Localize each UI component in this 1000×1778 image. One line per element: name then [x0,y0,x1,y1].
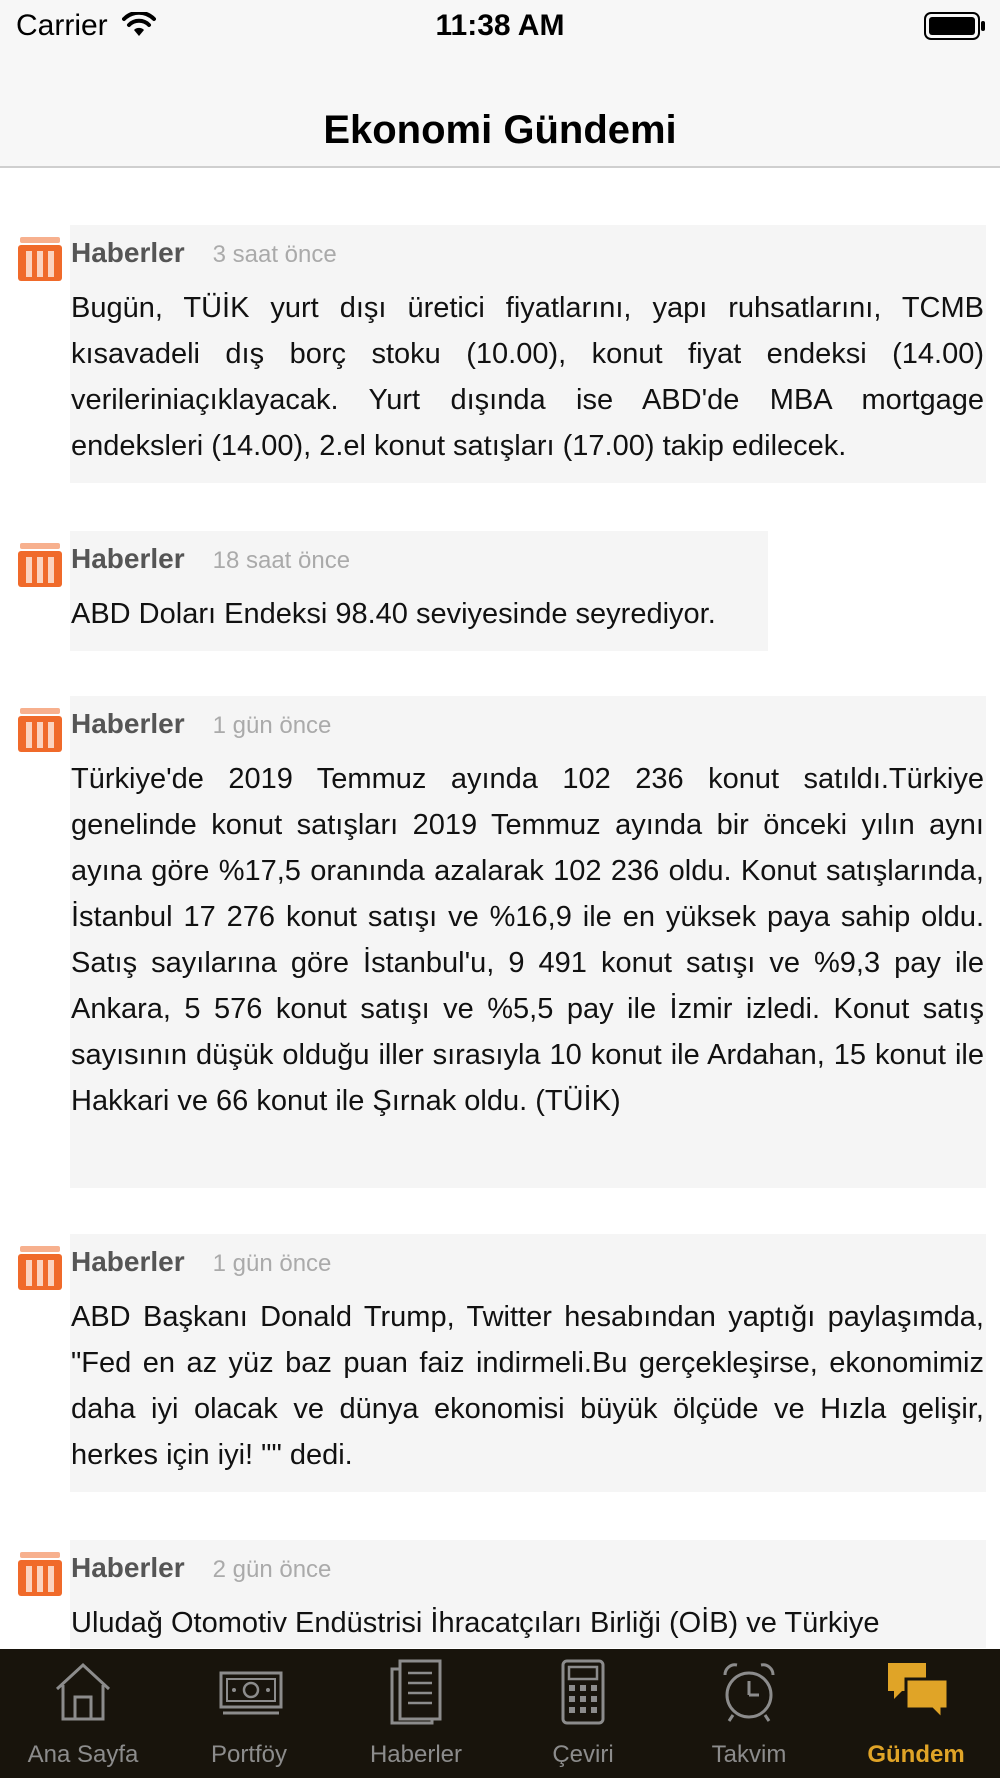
news-text: ABD Doları Endeksi 98.40 seviyesinde seyrediyor. [71,598,716,630]
status-time: 11:38 AM [435,9,565,42]
news-text: Türkiye'de 2019 Temmuz ayında 102 236 konut satıldı.Türkiye genelinde konut satışları 2019 Temmuz ayında bir önceki yılın aynı ayına göre %17,5 oranında azalarak 102 236 oldu. Konut satışlarında, İstanbul 17 276 konut satışı ve %16,9 ile en yüksek paya sahip oldu. Satış sayılarına göre İstanbul'u, 9 491 konut satışı ve %9,3 pay ile Ankara, 5 576 konut satışı ve %5,5 pay ile İzmir izledi. Konut satış sayısının düşük olduğu iller sırasıyla 10 konut ile Ardahan, 15 konut ile Hakkari ve 66 konut ile Şırnak oldu. (TÜİK) [71,763,984,1117]
news-source: Haberler [71,708,185,739]
news-text: Uludağ Otomotiv Endüstrisi İhracatçıları Birliği (OİB) ve Türkiye [71,1607,880,1639]
banknote-icon [219,1659,283,1723]
carrier-label: Carrier [16,9,108,42]
news-source-icon [18,1552,64,1598]
news-text: ABD Başkanı Donald Trump, Twitter hesabından yaptığı paylaşımda, "Fed en az yüz baz puan faiz indirmeli.Bu gerçekleşirse, ekonomimiz daha iyi olacak ve dünya ekonomisi büyük ölçüde ve Hızla gelişir, herkes için iyi! "" dedi. [71,1301,984,1471]
news-card [70,1540,986,1648]
news-source: Haberler [71,1246,185,1277]
news-card [70,225,986,483]
chat-bubbles-icon [886,1659,950,1725]
news-source-icon [18,543,64,589]
tab-bar [0,1649,1000,1778]
news-source: Haberler [71,543,185,574]
news-text: Bugün, TÜİK yurt dışı üretici fiyatlarını, yapı ruhsatlarını, TCMB kısavadeli dış borç stoku (10.00), konut fiyat endeksi (14.00) verileriniaçıklayacak. Yurt dışında ise ABD'de MBA mortgage endeksleri (14.00), 2.el konut satışları (17.00) takip edilecek. [71,292,984,462]
news-source: Haberler [71,1552,185,1583]
calculator-icon [553,1659,613,1725]
page-title: Ekonomi Gündemi [323,108,677,152]
tab-label: Haberler [369,1741,463,1768]
news-feed[interactable] [0,168,1000,1648]
tab-label: Takvim [711,1741,787,1768]
news-time: 3 saat önce [212,241,337,268]
tab-ana-sayfa[interactable] [0,1649,166,1778]
tab-takvim[interactable] [666,1649,832,1778]
news-source-icon [18,237,64,283]
news-time: 18 saat önce [212,547,351,574]
tab-label: Portföy [210,1741,288,1768]
tab-ceviri[interactable] [500,1649,666,1778]
news-card [70,1234,986,1492]
alarm-clock-icon [719,1659,779,1725]
tab-label: Çeviri [552,1741,614,1768]
news-time: 1 gün önce [212,1250,332,1277]
home-icon [53,1659,113,1723]
tab-gundem[interactable] [833,1649,999,1778]
news-time: 1 gün önce [212,712,332,739]
news-source-icon [18,708,64,754]
news-time: 2 gün önce [212,1556,332,1583]
newspaper-icon [386,1659,446,1725]
tab-label: Gündem [867,1741,965,1768]
tab-haberler[interactable] [333,1649,499,1778]
tab-label: Ana Sayfa [27,1741,139,1768]
news-card [70,696,986,1188]
navigation-bar [0,54,1000,168]
news-card [70,531,768,651]
news-source-icon [18,1246,64,1292]
status-bar [0,0,1000,54]
battery-icon [924,12,986,40]
tab-portfoy[interactable] [166,1649,332,1778]
news-source: Haberler [71,237,185,268]
